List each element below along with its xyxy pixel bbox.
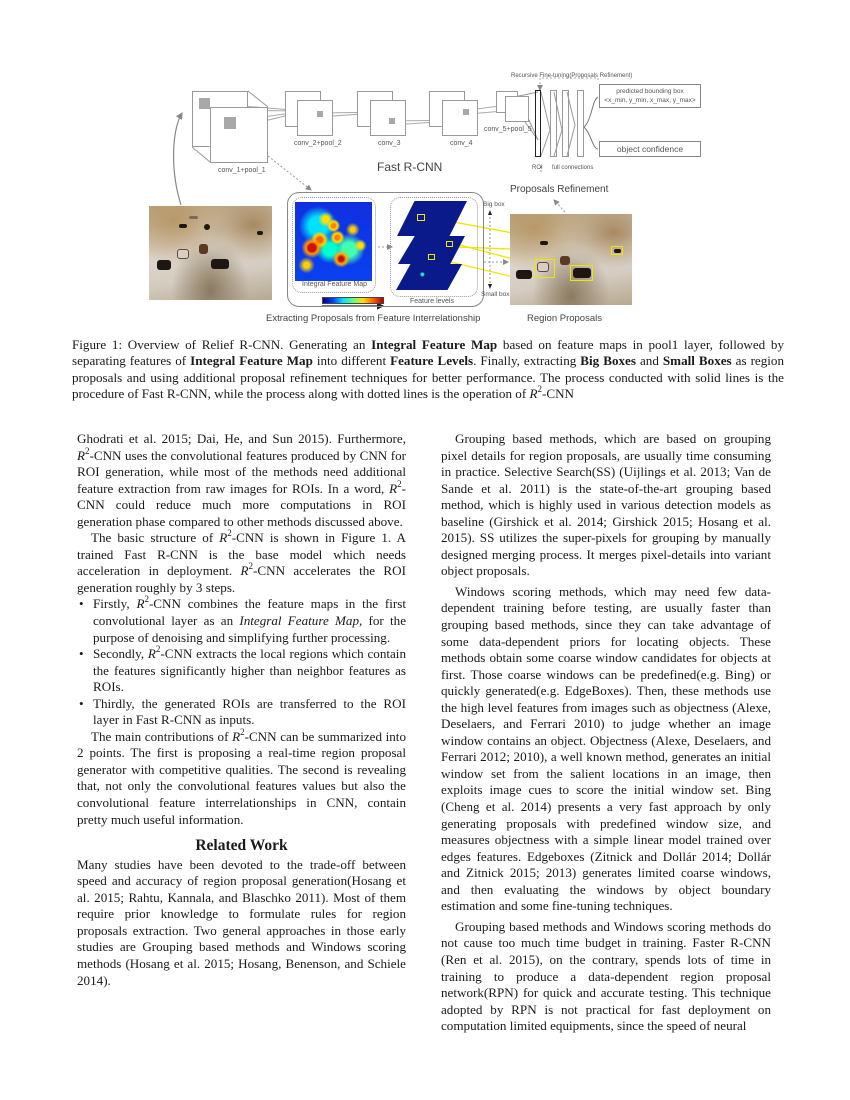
integral-feature-map xyxy=(295,202,372,281)
integral-map-label: Integral Feature Map xyxy=(302,281,367,288)
paragraph-intro-end: Ghodrati et al. 2015; Dai, He, and Sun 2015). Furthermore, $R^2$-CNN uses the convolutional features produced by CNN for ROI generation, while most of the methods need additional feature extraction from raw images for ROIs. In a word, $R^2$-CNN could reduce much more computations in ROI generation phase compared to other methods discussed above. xyxy=(77,431,406,529)
small-box-label: Small box xyxy=(481,291,510,298)
recursive-finetuning-label: Recursive Fine-tuning(Proposals Refinement) xyxy=(511,73,633,79)
fast-rcnn-label: Fast R-CNN xyxy=(377,160,443,174)
conv2-front-face xyxy=(297,100,333,136)
conv1-front-face xyxy=(210,107,268,163)
conv1-patch-front xyxy=(224,117,236,129)
fc-label: full connections xyxy=(552,165,594,171)
roi-label: ROI xyxy=(532,165,543,171)
mid-box-marker xyxy=(446,241,453,247)
conv4-front-face xyxy=(442,100,478,136)
paragraph-grouping-methods: Grouping based methods, which are based on grouping pixel details for region proposals, are usually time consuming in practice. Selective Search(SS) (Uijlings et al. 2013; Van de Sande et al. 2011) is the state-of-the-art grouping based method, which is highly used in various detection models as baseline (Girshick et al. 2014; Girshick 2015; Hosang et al. 2015). SS utilizes the super-pixels for grouping by manually designed merging process. It merges pixel-details into variant object proposals. xyxy=(441,431,771,579)
paragraph-faster-rcnn: Grouping based methods and Windows scoring methods do not cause too much time budget in training. Faster R-CNN (Ren et al. 2015), on the contrary, spends lots of time in training to produce a data-dependent region proposal network(RPN) for quick and accurate testing. This technique adopted by RPN is not practical for fast deployment on computation limited equipments, since the speed of neural xyxy=(441,918,771,1034)
conv2-patch xyxy=(317,111,323,117)
paragraph-contributions: The main contributions of $R^2$-CNN can be summarized into 2 points. The first is proposing a real-time region proposal generator with competitive qualities. The second is revealing that, not only the convolutional features values but also the convolutional feature interrelationships in CNN, contain pretty much useful information. xyxy=(77,726,406,827)
fc-layer-3 xyxy=(577,90,584,157)
conv1-patch xyxy=(199,98,210,109)
big-box-label: Big box xyxy=(483,201,505,208)
proposal-box-2 xyxy=(570,265,593,281)
feature-levels-label: Feature levels xyxy=(410,298,454,305)
proposal-box-1 xyxy=(535,259,555,278)
proposals-refinement-label: Proposals Refinement xyxy=(510,184,609,195)
conv3-front-face xyxy=(370,100,406,136)
region-proposals-image xyxy=(510,214,632,305)
paragraph-related-work: Many studies have been devoted to the trade-off between speed and accuracy of region proposal generation(Hosang et al. 2015; Rahtu, Kannala, and Blaschko 2011). Most of them require prior knowledge to formulate rules for region proposals extraction. Two general approaches in those early studies are Grouping based methods and Windows scoring methods (Hosang et al. 2015; Hosang, Benenson, and Schiele 2014). xyxy=(77,856,406,988)
conv5-front-face xyxy=(505,96,529,122)
fc-layer-1 xyxy=(550,90,557,157)
paragraph-window-scoring: Windows scoring methods, which may need few data-dependent training before testing, are usually faster than grouping based methods, since they can take advantage of some data-dependent priors for locating objects. These methods obtain some coarse window candidates for objects at first. Those coarse windows can be predefined(e.g. Bing) or quickly generated(e.g. EdgeBoxes). Then, these methods use the high level features from images such as objectness (Alexe, Deselaers, and Ferrari 2010) to judge whether an image window contains an object. Objectness (Alexe, Deselaers, and Ferrari 2012; 2010), a well known method, generates an initial window set from the salient locations in an image, then exploits image cues to score the initial window set. Bing (Cheng et al. 2014) presents a very fast approach by only generating proposals with predefined window size, and measures objectness with a simple linear model trained over edges features. Edgeboxes (Zitnick and Dollár 2014; Dollár and Zitnick 2015; 2013) generates limited coarse windows, and then evaluating the windows by object boundary estimation and some fine-tuning techniques. xyxy=(441,583,771,914)
layer-label-conv5: conv_5+pool_5 xyxy=(484,126,532,133)
bbox-output-coords: <x_min, y_min, x_max, y_max> xyxy=(604,97,696,104)
big-box-marker xyxy=(417,214,425,221)
left-column xyxy=(77,431,406,989)
paragraph-basic-structure: The basic structure of $R^2$-CNN is shown in Figure 1. A trained Fast R-CNN is the base model which needs acceleration in deployment. $R^2$-CNN accelerates the ROI generation roughly by 3 steps. xyxy=(77,528,406,595)
bullet-item: • Thirdly, the generated ROIs are transferred to the ROI layer in Fast R-CNN as inputs. xyxy=(79,695,406,728)
layer-label-conv1: conv_1+pool_1 xyxy=(218,167,266,174)
figure-caption: Figure 1: Overview of Relief R-CNN. Generating an Integral Feature Map based on feature maps in pool1 layer, followed by separating features of Integral Feature Map into different Feature Levels. Finally, extracting Big Boxes and Small Boxes as region proposals and using additional proposal refinement techniques for better performance. The process conducted with solid lines is the procedure of Fast R-CNN, while the process along with dotted lines is the operation of $R^2$-CNN xyxy=(72,337,785,402)
roi-layer xyxy=(535,90,541,157)
object-confidence-output: object confidence xyxy=(599,141,701,157)
figure-1 xyxy=(0,0,850,330)
region-proposals-label: Region Proposals xyxy=(527,313,602,324)
section-heading-related-work: Related Work xyxy=(195,837,288,855)
right-column xyxy=(441,431,771,1035)
layer-label-conv2: conv_2+pool_2 xyxy=(294,140,342,147)
extracting-proposals-label: Extracting Proposals from Feature Interrelationship xyxy=(266,313,481,324)
layer-label-conv4: conv_4 xyxy=(450,140,473,147)
conv3-patch xyxy=(389,118,395,124)
input-image xyxy=(149,206,272,300)
small-box-marker xyxy=(428,254,435,260)
layer-label-conv3: conv_3 xyxy=(378,140,401,147)
conv4-patch xyxy=(463,109,469,115)
bullet-item: • Secondly, $R^2$-CNN extracts the local regions which contain the features significantly higher than neighbor features as ROIs. xyxy=(79,644,406,695)
predicted-bbox-output xyxy=(599,84,701,108)
fc-layer-2 xyxy=(562,90,569,157)
proposal-box-3 xyxy=(611,246,623,255)
bullet-item: • Firstly, $R^2$-CNN combines the feature maps in the first convolutional layer as an Integral Feature Map, for the purpose of denoising and simplifying further processing. xyxy=(79,594,407,645)
bbox-output-title: predicted bounding box xyxy=(616,88,684,95)
colorbar xyxy=(322,297,384,304)
